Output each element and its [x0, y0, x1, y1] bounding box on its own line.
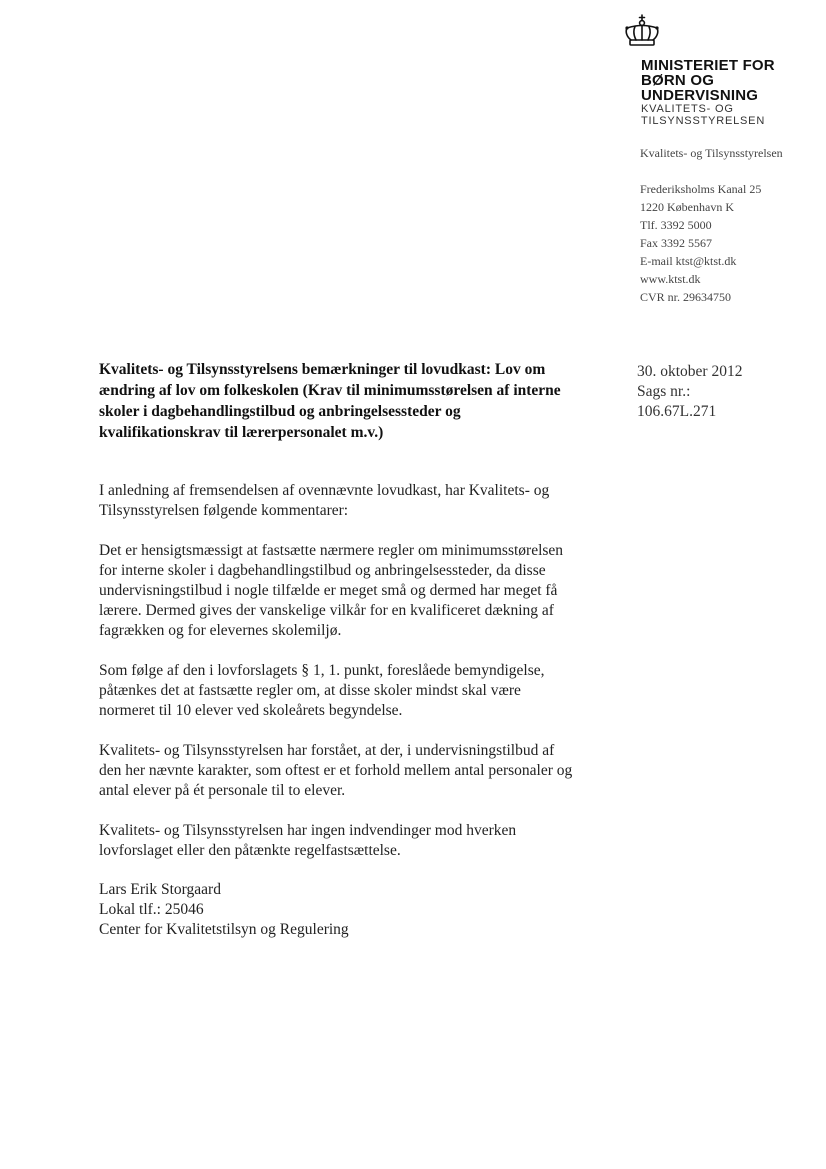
address-city: 1220 København K [640, 200, 734, 214]
body-paragraph: I anledning af fremsendelsen af ovennævnte lovudkast, har Kvalitets- og Tilsynsstyrelsen følgende kommentarer: [99, 482, 550, 519]
logo-line: KVALITETS- OG [641, 103, 734, 115]
body-paragraph: Det er hensigtsmæssigt at fastsætte nærmere regler om minimumsstørelsen for interne skoler i dagbehandlingstilbud og anbringelsessteder, da disse undervisningstilbud i nogle tilfælde er meget små og dermed har meget få lærere. Dermed gives der vanskelige vilkår for en kvalificeret dækning af fagrækken og for elevernes skolemiljø. [99, 542, 564, 639]
body-paragraph: Som følge af den i lovforslagets § 1, 1. punkt, foreslåede bemyndigelse, påtænkes det at fastsætte regler om, at disse skoler mindst skal være normeret til 10 elever ved skoleårets begyndelse. [99, 662, 545, 719]
signature-block [99, 880, 349, 940]
address-phone: Tlf. 3392 5000 [640, 218, 712, 232]
crown-logo-icon [623, 14, 661, 50]
document-title: Kvalitets- og Tilsynsstyrelsens bemærkninger til lovudkast: Lov om ændring af lov om folkeskolen (Krav til minimumsstørelsen af interne skoler i dagbehandlingstilbud og anbringelsessteder og kvalifikationskrav til lærerpersonalet m.v.) [99, 361, 561, 441]
logo-line: TILSYNSSTYRELSEN [641, 115, 766, 127]
agency-name: Kvalitets- og Tilsynsstyrelsen [640, 146, 783, 160]
body-paragraph: Kvalitets- og Tilsynsstyrelsen har ingen indvendinger mod hverken lovforslaget eller den påtænkte regelfastsættelse. [99, 822, 517, 859]
logo-line: MINISTERIET FOR [641, 57, 775, 74]
document-body [99, 481, 579, 881]
ministry-logo-text [641, 58, 775, 127]
address-street: Frederiksholms Kanal 25 [640, 182, 762, 196]
logo-line: UNDERVISNING [641, 87, 759, 104]
signature-department: Center for Kvalitetstilsyn og Regulering [99, 921, 349, 938]
address-email: E-mail ktst@ktst.dk [640, 254, 737, 268]
case-number: 106.67L.271 [637, 403, 717, 420]
address-block [640, 180, 761, 306]
document-meta [637, 362, 742, 422]
address-cvr: CVR nr. 29634750 [640, 290, 732, 304]
signature-phone: Lokal tlf.: 25046 [99, 901, 204, 918]
address-website: www.ktst.dk [640, 272, 701, 286]
logo-line: BØRN OG [641, 72, 715, 89]
case-number-label: Sags nr.: [637, 383, 691, 400]
document-date: 30. oktober 2012 [637, 363, 743, 380]
address-fax: Fax 3392 5567 [640, 236, 712, 250]
body-paragraph: Kvalitets- og Tilsynsstyrelsen har forstået, at der, i undervisningstilbud af den her nævnte karakter, som oftest er et forhold mellem antal personaler og antal elever på ét personale til to elever. [99, 742, 573, 799]
signature-name: Lars Erik Storgaard [99, 881, 221, 898]
